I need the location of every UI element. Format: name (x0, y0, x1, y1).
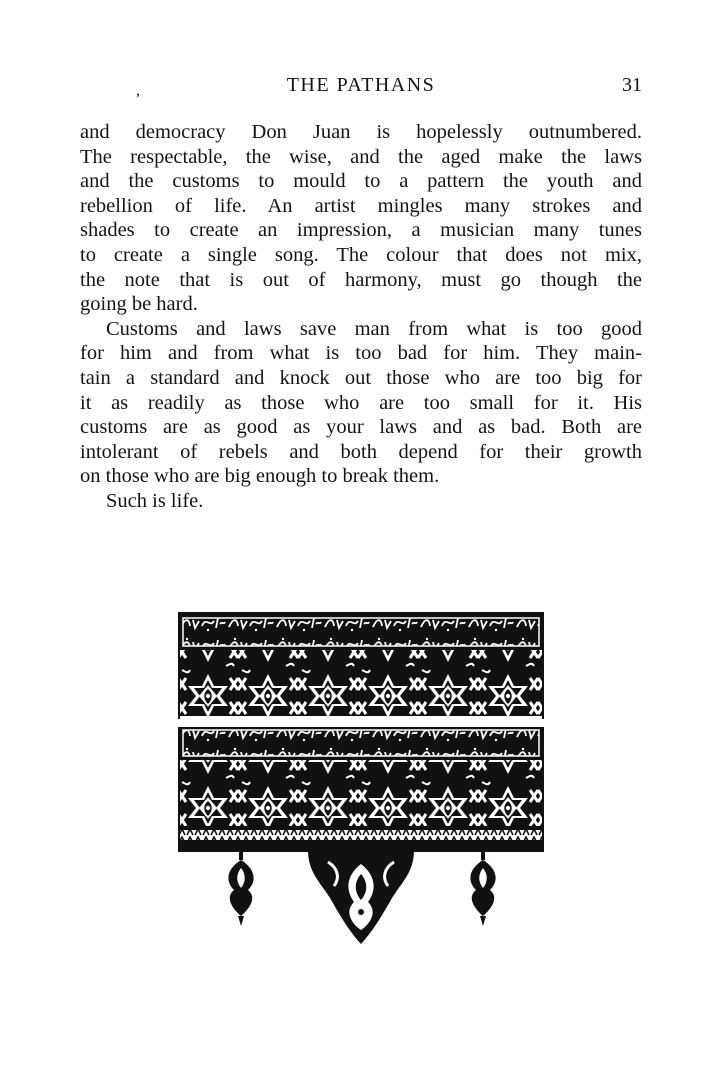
text-line: Customs and laws save man from what is too good (106, 317, 642, 340)
page-number: 31 (622, 74, 642, 96)
text-line: and democracy Don Juan is hopelessly outnumbered. (80, 121, 642, 143)
text-line: shades to create an impression, a musician many tunes (80, 219, 642, 242)
text-line: on those who are big enough to break them. (80, 465, 440, 488)
body-text (80, 120, 642, 514)
text-line: it as readily as those who are too small for it. His (80, 391, 642, 414)
running-head: THE PATHANS (286, 74, 436, 96)
page-header (80, 72, 642, 102)
text-line: Such is life. (106, 489, 204, 512)
stray-mark: , (136, 82, 140, 99)
text-line: customs are as good as your laws and as bad. Both are (80, 416, 642, 439)
text-line: and the customs to mould to a pattern the youth and (80, 170, 642, 193)
text-line: The respectable, the wise, and the aged make the laws (80, 145, 642, 168)
text-line: rebellion of life. An artist mingles many strokes and (80, 194, 642, 217)
islamic-tile-border-ornament-icon (178, 612, 544, 948)
text-line: the note that is out of harmony, must go though the (80, 268, 642, 291)
text-line: tain a standard and knock out those who are too big for (80, 366, 642, 389)
text-line: going be hard. (80, 293, 198, 316)
text-line: intolerant of rebels and both depend for their growth (80, 440, 642, 463)
text-line: for him and from what is too bad for him. They main- (80, 342, 642, 365)
text-line: to create a single song. The colour that does not mix, (80, 243, 642, 266)
